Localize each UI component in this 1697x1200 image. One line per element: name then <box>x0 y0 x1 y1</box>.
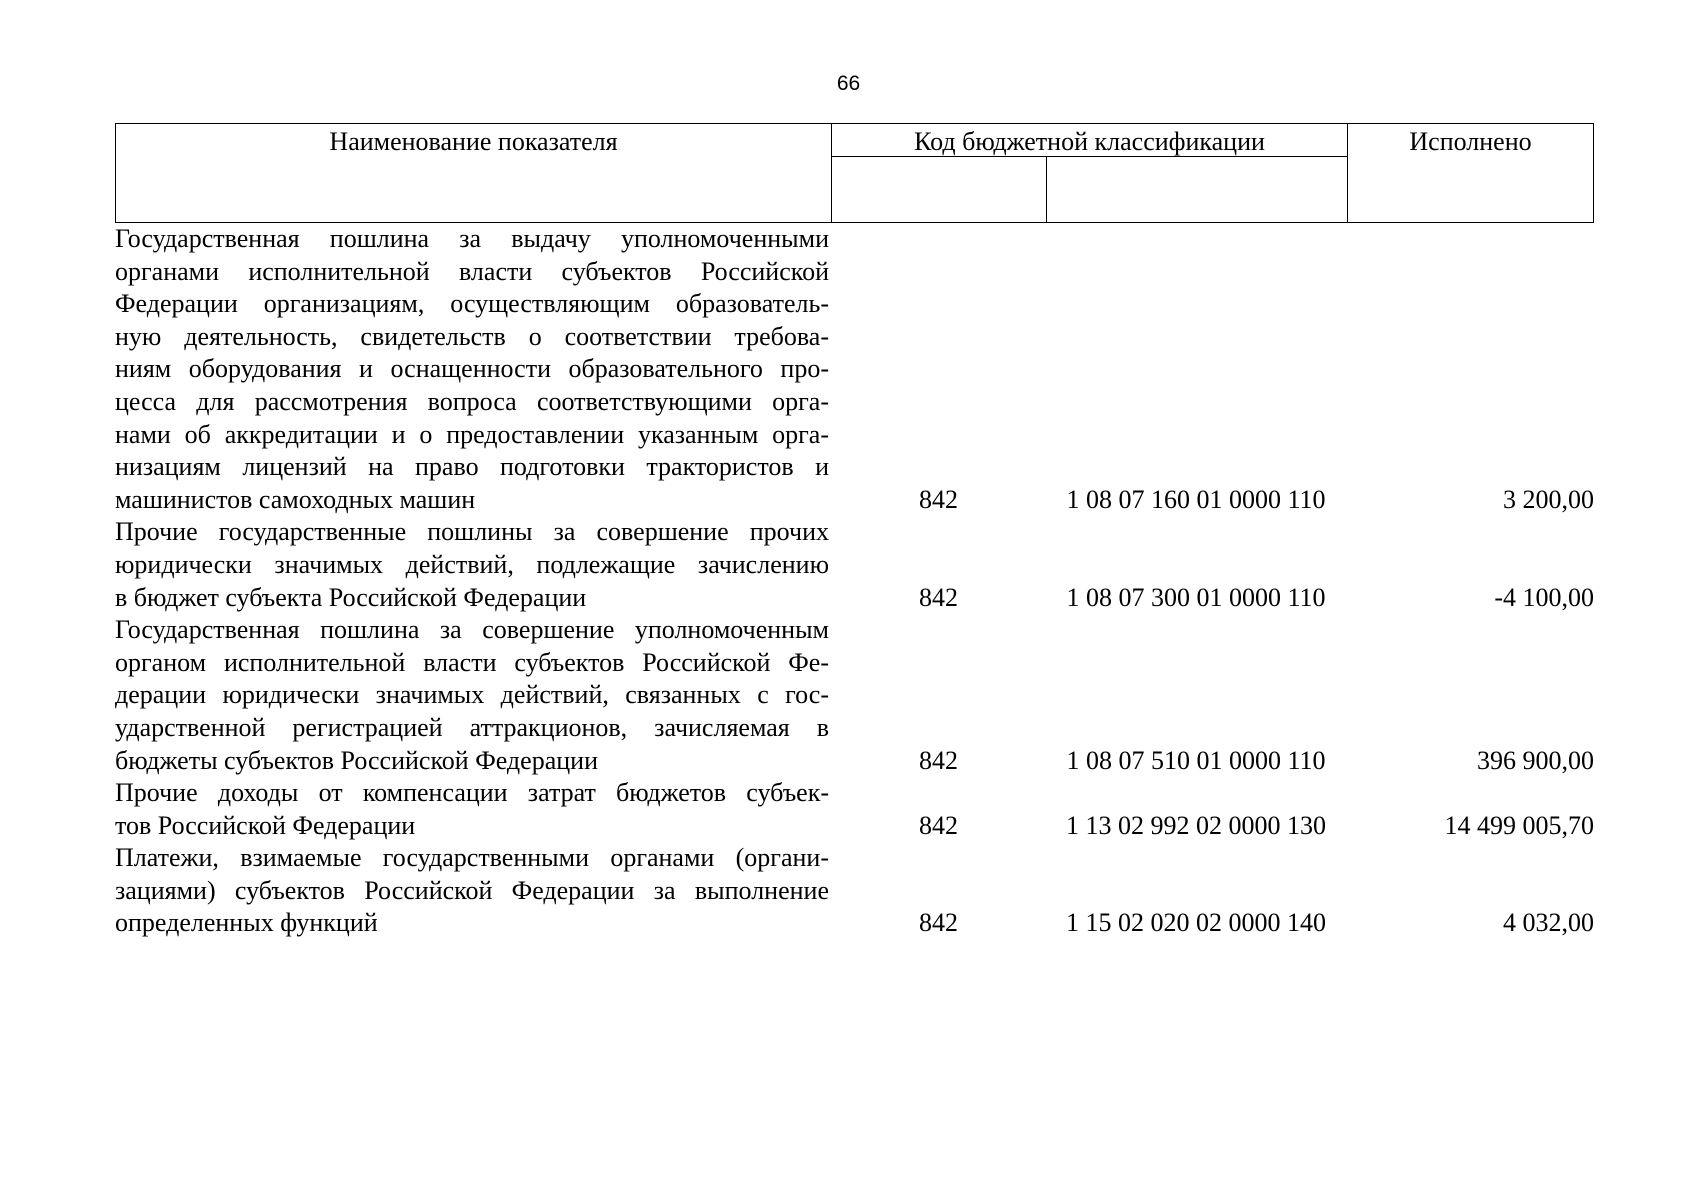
header-code-column: Код бюджетной классификации <box>832 124 1347 157</box>
row-name-line: нами об аккредитации и о предоставлении указанным орга- <box>115 419 829 449</box>
row-name-line: Прочие доходы от компенсации затрат бюджетов субъек- <box>115 778 829 808</box>
table-header <box>115 123 1594 223</box>
row-name-line: дерации юридически значимых действий, связанных с гос- <box>115 680 829 710</box>
table-row <box>115 516 1594 614</box>
row-classification-code: 1 15 02 020 02 0000 140 <box>1066 908 1326 938</box>
table-row <box>115 614 1594 777</box>
row-amount: 3 200,00 <box>1503 484 1594 514</box>
row-name-line: органами исполнительной власти субъектов Российской <box>115 256 829 286</box>
header-executed-column: Исполнено <box>1347 124 1593 222</box>
header-name-column: Наименование показателя <box>116 124 832 222</box>
row-name-line: бюджеты субъектов Российской Федерации <box>115 745 598 775</box>
row-classification-code: 1 13 02 992 02 0000 130 <box>1066 810 1326 840</box>
row-admin-code: 842 <box>919 745 958 775</box>
row-name-line: ниям оборудования и оснащенности образовательного про- <box>115 354 829 384</box>
row-classification-code: 1 08 07 300 01 0000 110 <box>1066 582 1326 612</box>
row-name-line: Государственная пошлина за совершение уполномоченным <box>115 615 829 645</box>
row-name-line: Государственная пошлина за выдачу уполномоченными <box>115 224 829 253</box>
header-code-classification-subcolumn <box>1047 157 1347 222</box>
row-classification-code: 1 08 07 160 01 0000 110 <box>1066 484 1326 514</box>
row-name-line: ную деятельность, свидетельств о соответствии требова- <box>115 321 829 351</box>
row-name <box>115 777 831 842</box>
row-name <box>115 842 831 940</box>
row-classification-code: 1 08 07 510 01 0000 110 <box>1066 745 1326 775</box>
row-name-line: Платежи, взимаемые государственными органами (органи- <box>115 843 829 873</box>
row-name-line: определенных функций <box>115 908 378 938</box>
row-name-line: юридически значимых действий, подлежащие зачислению <box>115 549 829 579</box>
row-admin-code: 842 <box>919 908 958 938</box>
row-amount: 396 900,00 <box>1477 745 1594 775</box>
row-name <box>115 614 831 777</box>
row-name-line: машинистов самоходных машин <box>115 484 476 514</box>
row-name-line: тов Российской Федерации <box>115 810 416 840</box>
table-body <box>115 223 1594 940</box>
row-admin-code: 842 <box>919 484 958 514</box>
row-name-line: цесса для рассмотрения вопроса соответствующими орга- <box>115 386 829 416</box>
row-amount: -4 100,00 <box>1494 582 1594 612</box>
table-row <box>115 842 1594 940</box>
row-name <box>115 223 831 516</box>
row-name-line: ударственной регистрацией аттракционов, зачисляемая в <box>115 712 829 742</box>
row-name-line: Прочие государственные пошлины за совершение прочих <box>115 517 829 547</box>
row-name-line: Федерации организациям, осуществляющим образователь- <box>115 289 829 319</box>
table-row <box>115 777 1594 842</box>
header-code-admin-subcolumn <box>832 157 1047 222</box>
page-number: 66 <box>836 72 861 95</box>
row-admin-code: 842 <box>919 810 958 840</box>
row-amount: 4 032,00 <box>1503 908 1594 938</box>
row-name-line: в бюджет субъекта Российской Федерации <box>115 582 587 612</box>
table-row <box>115 223 1594 516</box>
row-amount: 14 499 005,70 <box>1444 810 1594 840</box>
row-name-line: органом исполнительной власти субъектов Российской Фе- <box>115 647 829 677</box>
row-name-line: зациями) субъектов Российской Федерации за выполнение <box>115 875 829 905</box>
row-name <box>115 516 831 614</box>
row-admin-code: 842 <box>919 582 958 612</box>
row-name-line: низациям лицензий на право подготовки трактористов и <box>115 452 829 482</box>
